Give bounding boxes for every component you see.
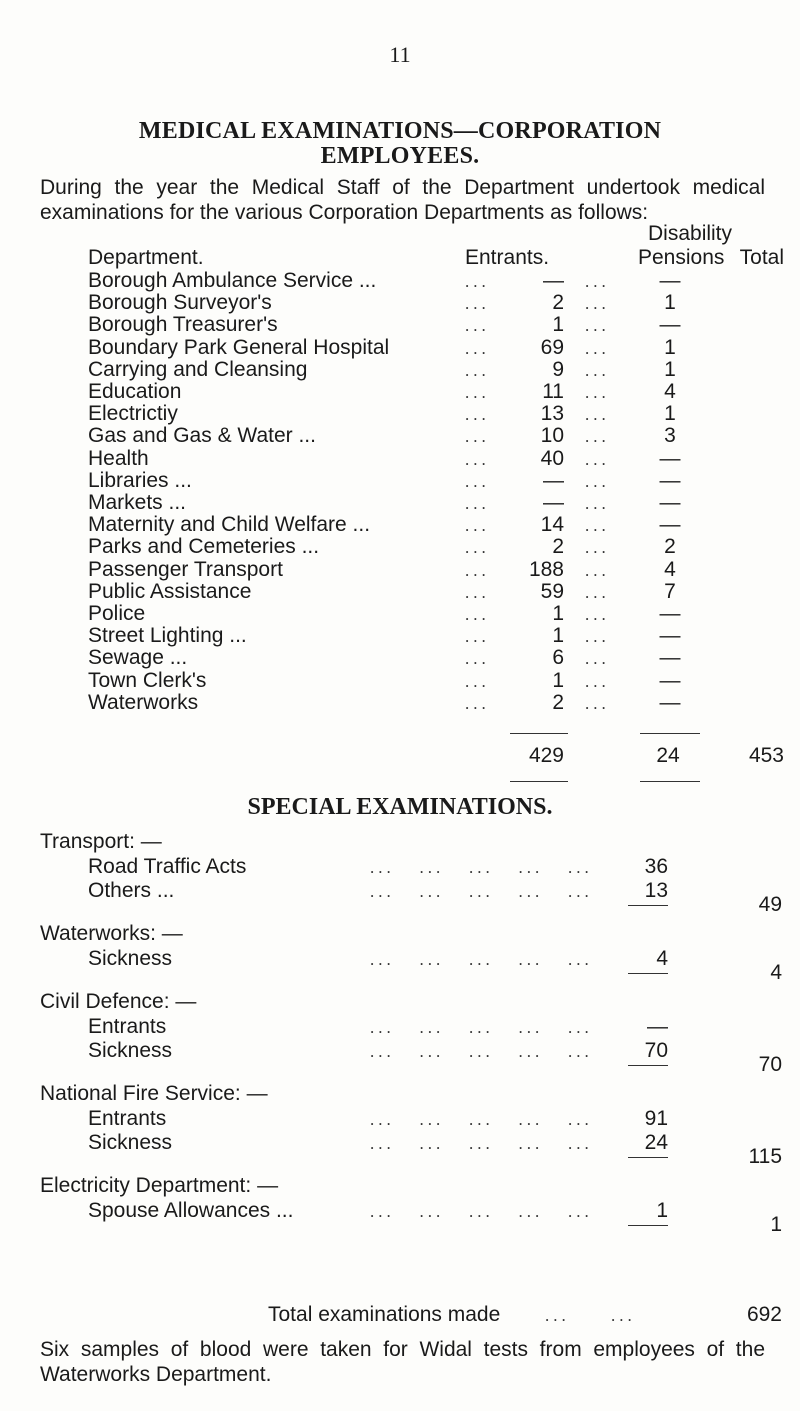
dot-leader: ... (585, 605, 610, 624)
department-name: Libraries ... (88, 469, 192, 492)
special-item-label: Road Traffic Acts (88, 855, 247, 878)
pensions-value: — (659, 269, 681, 292)
grand-total-value: 692 (746, 1303, 782, 1326)
special-examinations-title: SPECIAL EXAMINATIONS. (247, 794, 553, 820)
department-name: Health (88, 447, 149, 470)
entrants-value: 40 (540, 447, 564, 470)
dot-leader: ... (585, 339, 610, 358)
department-name: Parks and Cemeteries ... (88, 535, 320, 558)
dot-leader: ... ... ... ... ... (370, 1042, 593, 1061)
special-item-label: Others ... (88, 879, 175, 902)
entrants-value: 11 (542, 380, 564, 403)
dot-leader: ... (585, 316, 610, 335)
subtotal-rule (628, 1157, 668, 1158)
dot-leader: ... (465, 516, 490, 535)
dot-leader: ... (465, 450, 490, 469)
dot-leader: ... (585, 516, 610, 535)
special-item-value: 13 (644, 879, 668, 902)
entrants-rule-top (510, 733, 568, 734)
dot-leader: ... (465, 672, 490, 691)
dot-leader: ... (585, 649, 610, 668)
dot-leader: ... (585, 272, 610, 291)
department-name: Street Lighting ... (88, 624, 247, 647)
dot-leader: ... (585, 561, 610, 580)
pensions-value: — (659, 447, 681, 470)
dot-leader: ... ... ... ... ... (370, 1134, 593, 1153)
dot-leader: ... (465, 561, 490, 580)
entrants-value: 1 (552, 602, 564, 625)
entrants-value: 1 (552, 669, 564, 692)
department-name: Gas and Gas & Water ... (88, 424, 316, 447)
dot-leader: ... (585, 361, 610, 380)
dot-leader: ... (585, 472, 610, 491)
special-item-label: Sickness (88, 1039, 173, 1062)
entrants-value: — (543, 269, 564, 292)
pensions-value: — (659, 313, 681, 336)
pensions-rule-bottom (640, 781, 700, 782)
department-name: Electrictiy (88, 402, 178, 425)
grand-total-leader: ... ... (545, 1306, 636, 1325)
pensions-value: 4 (664, 380, 676, 403)
special-group-heading: Civil Defence: — (40, 990, 197, 1013)
pensions-value: 3 (664, 424, 676, 447)
entrants-value: 14 (540, 513, 564, 536)
dot-leader: ... (465, 361, 490, 380)
department-name: Public Assistance (88, 580, 252, 603)
intro-paragraph: During the year the Medical Staff of the Department undertook medical examinations for the various Corporation Departments as follows: (40, 176, 765, 224)
special-group-subtotal: 1 (770, 1213, 782, 1236)
department-name: Carrying and Cleansing (88, 358, 308, 381)
special-item-value: 24 (644, 1131, 668, 1154)
header-pensions: Pensions (638, 246, 725, 269)
subtotal-rule (628, 905, 668, 906)
dot-leader: ... (465, 649, 490, 668)
dot-leader: ... (585, 694, 610, 713)
department-name: Waterworks (88, 691, 199, 714)
pensions-value: 1 (664, 402, 676, 425)
pensions-value: 1 (664, 336, 676, 359)
department-name: Sewage ... (88, 646, 188, 669)
pensions-value: 2 (664, 535, 676, 558)
pensions-value: 4 (664, 558, 676, 581)
pensions-value: — (659, 469, 681, 492)
department-name: Markets ... (88, 491, 187, 514)
entrants-value: 69 (540, 336, 564, 359)
special-item-label: Sickness (88, 947, 173, 970)
special-item-value: 70 (644, 1039, 668, 1062)
special-item-value: 1 (656, 1199, 668, 1222)
dot-leader: ... (465, 627, 490, 646)
pensions-value: — (659, 624, 681, 647)
header-disability: Disability (648, 222, 733, 245)
special-item-value: 91 (644, 1107, 668, 1130)
entrants-value: — (543, 491, 564, 514)
entrants-value: — (543, 469, 564, 492)
special-group-heading: Electricity Department: — (40, 1174, 279, 1197)
dot-leader: ... (585, 405, 610, 424)
dot-leader: ... (465, 294, 490, 313)
special-item-value: — (647, 1015, 668, 1038)
department-name: Passenger Transport (88, 558, 283, 581)
special-group-subtotal: 4 (770, 961, 782, 984)
dot-leader: ... (465, 427, 490, 446)
special-group-heading: National Fire Service: — (40, 1082, 268, 1105)
pensions-value: — (659, 602, 681, 625)
dot-leader: ... (585, 627, 610, 646)
header-total: Total (739, 246, 784, 269)
pensions-value: — (659, 491, 681, 514)
dot-leader: ... (585, 583, 610, 602)
department-name: Borough Treasurer's (88, 313, 278, 336)
entrants-value: 6 (552, 646, 564, 669)
grand-total-label: Total examinations made (268, 1303, 501, 1326)
entrants-value: 2 (552, 691, 564, 714)
dot-leader: ... (465, 583, 490, 602)
page-number: 11 (389, 42, 411, 67)
pensions-rule-top (640, 733, 700, 734)
dot-leader: ... ... ... ... ... (370, 1110, 593, 1129)
dot-leader: ... (465, 694, 490, 713)
dot-leader: ... (465, 316, 490, 335)
special-item-label: Entrants (88, 1107, 167, 1130)
dot-leader: ... (465, 472, 490, 491)
footer-paragraph: Six samples of blood were taken for Widal tests from employees of the Waterworks Department. (40, 1338, 765, 1386)
dot-leader: ... (585, 672, 610, 691)
dot-leader: ... (585, 494, 610, 513)
dot-leader: ... (585, 383, 610, 402)
entrants-value: 10 (540, 424, 564, 447)
dot-leader: ... (585, 294, 610, 313)
entrants-value: 59 (540, 580, 564, 603)
department-name: Maternity and Child Welfare ... (88, 513, 371, 536)
pensions-value: — (659, 691, 681, 714)
subtotal-rule (628, 1065, 668, 1066)
pensions-value: 7 (664, 580, 676, 603)
header-entrants: Entrants. (465, 246, 550, 269)
special-item-value: 4 (656, 947, 668, 970)
pensions-value: — (659, 669, 681, 692)
entrants-value: 2 (552, 535, 564, 558)
entrants-value: 2 (552, 291, 564, 314)
department-name: Town Clerk's (88, 669, 207, 692)
special-item-label: Spouse Allowances ... (88, 1199, 294, 1222)
subtotal-rule (628, 1225, 668, 1226)
dot-leader: ... ... ... ... ... (370, 1018, 593, 1037)
entrants-rule-bottom (510, 781, 568, 782)
dot-leader: ... (585, 538, 610, 557)
dot-leader: ... (465, 272, 490, 291)
department-name: Police (88, 602, 146, 625)
dot-leader: ... (465, 405, 490, 424)
pensions-value: — (659, 513, 681, 536)
dot-leader: ... ... ... ... ... (370, 858, 593, 877)
pensions-value: 1 (664, 358, 676, 381)
department-name: Boundary Park General Hospital (88, 336, 390, 359)
pensions-total: 24 (656, 744, 680, 767)
dot-leader: ... (585, 450, 610, 469)
department-name: Education (88, 380, 182, 403)
special-item-label: Entrants (88, 1015, 167, 1038)
department-name: Borough Ambulance Service ... (88, 269, 377, 292)
entrants-value: 13 (540, 402, 564, 425)
dot-leader: ... (585, 427, 610, 446)
special-item-label: Sickness (88, 1131, 173, 1154)
grand-table-total: 453 (748, 744, 784, 767)
pensions-value: — (659, 646, 681, 669)
special-group-heading: Waterworks: — (40, 922, 183, 945)
subtotal-rule (628, 973, 668, 974)
department-name: Borough Surveyor's (88, 291, 272, 314)
special-group-subtotal: 115 (748, 1145, 782, 1168)
dot-leader: ... (465, 605, 490, 624)
dot-leader: ... (465, 339, 490, 358)
dot-leader: ... (465, 494, 490, 513)
special-item-value: 36 (644, 855, 668, 878)
dot-leader: ... (465, 383, 490, 402)
dot-leader: ... ... ... ... ... (370, 882, 593, 901)
special-group-heading: Transport: — (40, 830, 162, 853)
dot-leader: ... ... ... ... ... (370, 1202, 593, 1221)
header-department: Department. (88, 246, 204, 269)
special-group-subtotal: 49 (758, 893, 782, 916)
entrants-value: 1 (552, 313, 564, 336)
entrants-value: 1 (552, 624, 564, 647)
dot-leader: ... ... ... ... ... (370, 950, 593, 969)
page-title-line1: MEDICAL EXAMINATIONS—CORPORATION (138, 118, 662, 144)
special-group-subtotal: 70 (758, 1053, 782, 1076)
dot-leader: ... (465, 538, 490, 557)
entrants-value: 9 (552, 358, 564, 381)
pensions-value: 1 (664, 291, 676, 314)
entrants-value: 188 (528, 558, 564, 581)
entrants-total: 429 (528, 744, 564, 767)
page-title-line2: EMPLOYEES. (320, 143, 480, 169)
